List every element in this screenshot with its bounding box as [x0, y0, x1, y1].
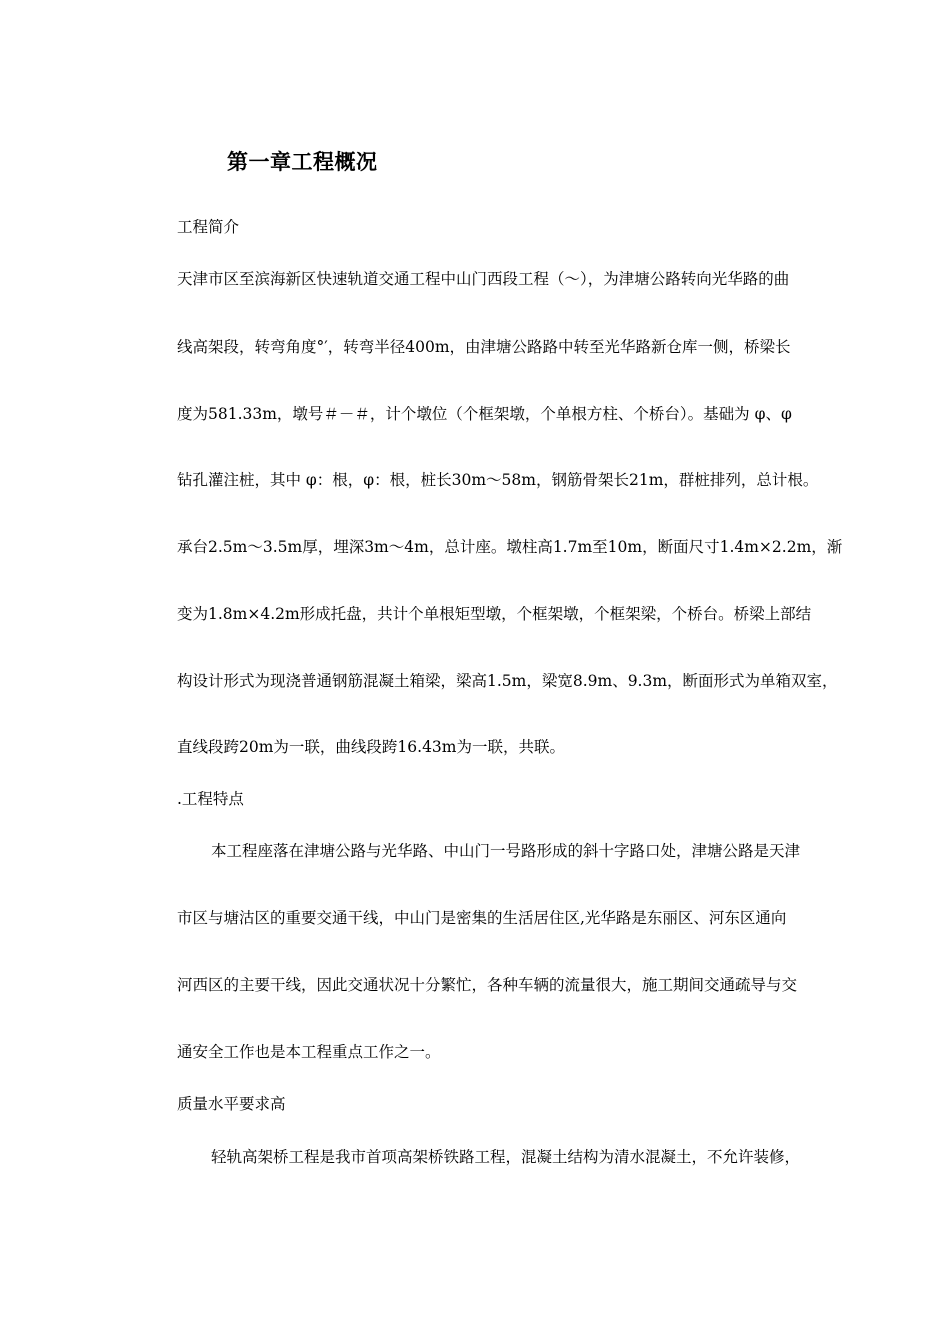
paragraph-line: 河西区的主要干线，因此交通状况十分繁忙，各种车辆的流量很大，施工期间交通疏导与交	[177, 976, 798, 994]
paragraph-line: 变为1.8m×4.2m形成托盘，共计个单根矩型墩，个框架墩，个框架梁，个桥台。桥梁上部结	[177, 605, 812, 623]
chapter-title: 第一章工程概况	[227, 149, 378, 174]
paragraph-line: 线高架段，转弯角度°′，转弯半径400m，由津塘公路路中转至光华路新仓库一侧，桥梁长	[177, 338, 791, 356]
paragraph-line: 市区与塘沽区的重要交通干线，中山门是密集的生活居住区,光华路是东丽区、河东区通向	[177, 909, 787, 927]
paragraph-line: 直线段跨20m为一联，曲线段跨16.43m为一联，共联。	[177, 738, 565, 756]
paragraph-line: 承台2.5m～3.5m厚，埋深3m～4m，总计座。墩柱高1.7m至10m，断面尺寸1.4m×2.2m，渐	[177, 538, 843, 556]
paragraph-line: 本工程座落在津塘公路与光华路、中山门一号路形成的斜十字路口处，津塘公路是天津	[211, 842, 801, 860]
paragraph-line: 构设计形式为现浇普通钢筋混凝土箱梁，梁高1.5m，梁宽8.9m、9.3m，断面形式为单箱双室，	[177, 672, 838, 690]
paragraph-line: 轻轨高架桥工程是我市首项高架桥铁路工程，混凝土结构为清水混凝土，不允许装修，	[211, 1148, 801, 1166]
section-heading-overview: 工程简介	[177, 218, 240, 236]
section-heading-quality: 质量水平要求高	[177, 1095, 286, 1113]
paragraph-line: 通安全工作也是本工程重点工作之一。	[177, 1043, 441, 1061]
paragraph-line: 钻孔灌注桩，其中 φ：根，φ：根，桩长30m～58m，钢筋骨架长21m，群桩排列，总计根。	[177, 471, 819, 489]
paragraph-line: 天津市区至滨海新区快速轨道交通工程中山门西段工程（～），为津塘公路转向光华路的曲	[177, 270, 790, 288]
section-heading-features: .工程特点	[177, 790, 244, 808]
paragraph-line: 度为581.33m，墩号＃－＃，计个墩位（个框架墩，个单根方柱、个桥台）。基础为 φ、φ	[177, 405, 792, 423]
